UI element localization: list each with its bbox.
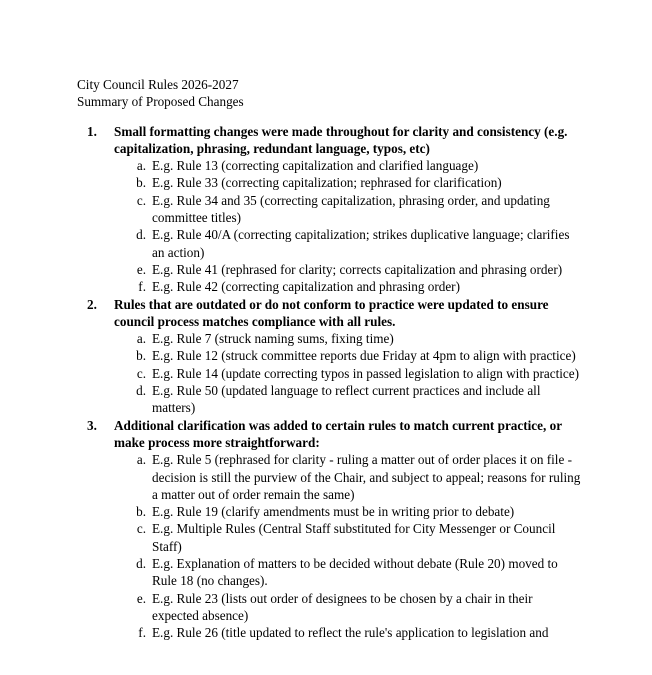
outline-section [77, 417, 582, 642]
subitem-text: E.g. Rule 7 (struck naming sums, fixing time) [152, 331, 394, 347]
section-subitem-list [114, 330, 582, 416]
subitem-text: E.g. Explanation of matters to be decided without debate (Rule 20) moved to Rule 18 (no changes). [152, 556, 558, 589]
subitem-letter-marker: b. [136, 175, 146, 191]
outline-subitem [114, 382, 582, 417]
subitem-text: E.g. Rule 12 (struck committee reports due Friday at 4pm to align with practice) [152, 348, 576, 364]
subitem-letter-marker: c. [136, 521, 146, 537]
subitem-text: E.g. Rule 23 (lists out order of designees to be chosen by a chair in their expected absence) [152, 590, 533, 623]
subitem-text: E.g. Multiple Rules (Central Staff substituted for City Messenger or Council Staff) [152, 521, 556, 554]
outline-subitem [114, 157, 582, 174]
outline-subitem [114, 347, 582, 364]
section-subitem-list [114, 157, 582, 295]
outline-subitem [114, 330, 582, 347]
outline-subitem [114, 365, 582, 382]
outline-subitem [114, 503, 582, 520]
subitem-letter-marker: b. [136, 348, 146, 364]
subitem-text: E.g. Rule 50 (updated language to reflect current practices and include all matters) [152, 383, 541, 416]
subitem-text: E.g. Rule 14 (update correcting typos in passed legislation to align with practice) [152, 365, 580, 381]
section-heading: Small formatting changes were made throughout for clarity and consistency (e.g. capitalization, phrasing, redundant language, typos, etc) [114, 123, 568, 156]
subitem-text: E.g. Rule 13 (correcting capitalization and clarified language) [152, 158, 479, 174]
subitem-text: E.g. Rule 26 (title updated to reflect the rule's application to legislation and [152, 625, 549, 641]
section-number-marker: 2. [87, 296, 97, 312]
section-heading: Additional clarification was added to certain rules to match current practice, or make process more straightforward: [114, 417, 562, 450]
subitem-letter-marker: f. [138, 625, 146, 641]
document-subtitle-line-2: Summary of Proposed Changes [77, 94, 244, 110]
outline-subitem [114, 520, 582, 555]
outline-subitem [114, 261, 582, 278]
subitem-text: E.g. Rule 40/A (correcting capitalization; strikes duplicative language; clarifies an action) [152, 227, 570, 260]
section-number-marker: 3. [87, 417, 97, 433]
subitem-letter-marker: f. [138, 279, 146, 295]
outline-subitem [114, 624, 582, 641]
subitem-text: E.g. Rule 41 (rephrased for clarity; corrects capitalization and phrasing order) [152, 261, 563, 277]
document-title-line-1: City Council Rules 2026-2027 [77, 77, 239, 92]
section-subitem-list [114, 451, 582, 641]
outline-subitem [114, 451, 582, 503]
outline-subitem [114, 278, 582, 295]
subitem-text: E.g. Rule 34 and 35 (correcting capitalization, phrasing order, and updating committee titles) [152, 192, 550, 226]
subitem-letter-marker: a. [136, 331, 146, 347]
section-number-marker: 1. [87, 123, 97, 139]
subitem-letter-marker: e. [136, 261, 146, 277]
subitem-letter-marker: b. [136, 504, 146, 520]
outline-subitem [114, 192, 582, 227]
subitem-letter-marker: e. [136, 590, 146, 606]
subitem-text: E.g. Rule 5 (rephrased for clarity - ruling a matter out of order places it on file - decision is still the purview of the Chair, and subject to appeal; reasons for ruling a matter out of order remain the same) [152, 452, 581, 502]
subitem-letter-marker: a. [136, 158, 146, 174]
changes-outline-list [77, 123, 582, 642]
subitem-letter-marker: d. [136, 556, 146, 572]
subitem-letter-marker: a. [136, 452, 146, 468]
outline-section [77, 123, 582, 296]
outline-subitem [114, 590, 582, 625]
outline-subitem [114, 174, 582, 191]
outline-subitem [114, 226, 582, 261]
subitem-letter-marker: c. [136, 365, 146, 381]
subitem-letter-marker: c. [136, 192, 146, 208]
section-heading: Rules that are outdated or do not conform to practice were updated to ensure council process matches compliance with all rules. [114, 296, 549, 329]
outline-subitem [114, 555, 582, 590]
outline-section [77, 296, 582, 417]
subitem-letter-marker: d. [136, 227, 146, 243]
subitem-text: E.g. Rule 42 (correcting capitalization and phrasing order) [152, 279, 460, 295]
subitem-text: E.g. Rule 33 (correcting capitalization; rephrased for clarification) [152, 175, 502, 191]
subitem-text: E.g. Rule 19 (clarify amendments must be in writing prior to debate) [152, 504, 515, 520]
document-header [77, 76, 582, 111]
subitem-letter-marker: d. [136, 383, 146, 399]
